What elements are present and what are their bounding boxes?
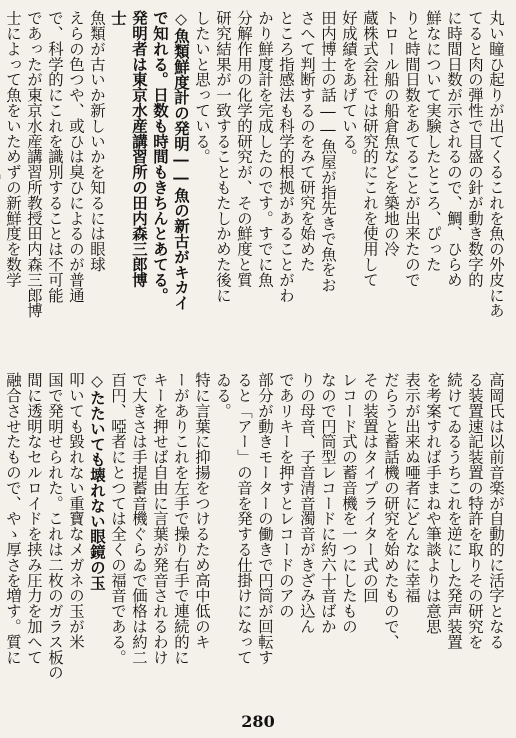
bottom-column: ゐる。 — [214, 372, 232, 419]
top-column: で知れる。日数も時間もきちんとあてる。 — [151, 10, 169, 303]
bottom-column: 特に言葉に抑揚をつけるため高中低のキ — [193, 372, 211, 650]
top-column: ◇魚類鮮度計の発明――魚の新古がキカイ — [172, 10, 190, 311]
bottom-column: キーを押せば自由に言葉が発音されるわけ — [151, 372, 169, 665]
top-column: 研究結果が一致することもたしかめた後に — [214, 10, 232, 303]
bottom-column: 高岡氏は以前音楽が自動的に活字となる — [487, 372, 505, 650]
bottom-column: 融合させたもので、やゝ厚さを増す。質に — [4, 372, 22, 665]
bottom-column: レコード式の蓄音機を一つにしたもの — [340, 372, 358, 634]
top-column: トロール船の船倉魚などを築地の冷 — [382, 10, 400, 257]
bottom-column: であリキーを押すとレコードのアの — [277, 372, 295, 619]
top-column: で、科学的にこれを識別することは不可能 — [46, 10, 64, 303]
bottom-column: 部分が動きモーターの働きで円筒が回転す — [256, 372, 274, 665]
bottom-column: る装置速記装置の特許を取りその研究を — [466, 372, 484, 650]
top-text-block — [4, 10, 506, 342]
top-column: であったが東京水産講習所教授田内森三郎博 — [25, 10, 43, 318]
bottom-column: ◇たたいても壊れない眼鏡の玉 — [88, 372, 106, 591]
bottom-column: 表示が出来ぬ唖者にどんなに幸福 — [403, 372, 421, 603]
bottom-column: なので円筒型レコードに約六十音ばか — [319, 372, 337, 634]
top-column: 好成績をあげている。 — [340, 10, 358, 164]
top-column: したいと思っている。 — [193, 10, 211, 164]
top-column: てると肉の弾性で目盛の針が動き数字的 — [466, 10, 484, 288]
bottom-column: その装置はタイプライター式の回 — [361, 372, 379, 603]
top-column: えらの色つや、或ひは臭ひによるのが普通 — [67, 10, 85, 303]
bottom-column: ると「アー」の音を発する仕掛けになって — [235, 372, 253, 665]
bottom-text-block — [4, 372, 506, 704]
bottom-column: ーがありこれを左手で操り右手で連続的に — [172, 372, 190, 665]
bottom-column: 国で発明せられた。これは二枚のガラス板の — [46, 372, 64, 680]
bottom-column: で大きさは手提蓄音機ぐらゐで価格は約二 — [130, 372, 148, 665]
top-column: 田内博士の話――魚屋が指先きで魚をお — [319, 10, 337, 293]
top-column: 発明者は東京水産講習所の田内森三郎博 — [130, 10, 148, 288]
bottom-column: りの母音、子音清音濁音がきざみ込ん — [298, 372, 316, 634]
top-column: 士によって魚をいためずの新鮮度を数学 — [4, 10, 22, 288]
bottom-column: を考案すれば手まねや筆談よりは意思 — [424, 372, 442, 634]
bottom-column: 続けてゐるうちこれを逆にした発声装置 — [445, 372, 463, 650]
top-column: に時間日数が示されるので、鯛、ひらめ — [445, 10, 463, 288]
top-column: 魚類が古いか新しいかを知るには眼球 — [88, 10, 106, 272]
top-column: かり鮮度計を完成したのです。すでに魚 — [256, 10, 274, 288]
top-column: ところ指感法も科学的根拠があることがわ — [277, 10, 295, 303]
top-column: 鮮なについて実験したところ、ぴった — [424, 10, 442, 272]
top-column: 士 — [109, 10, 127, 26]
bottom-column: 叩いても毀れない重寶なメガネの玉が米 — [67, 372, 85, 650]
bottom-column: だらうと蓄話機の研究を始めたもので、 — [382, 372, 400, 650]
top-column: 蔵株式会社では研究的にこれを使用して — [361, 10, 379, 288]
top-column: 分解作用の化学的研究が、その鮮度と質 — [235, 10, 253, 288]
top-column: りと時間日数をあてることが出来たので — [403, 10, 421, 288]
bottom-column: 百円、啞者にとつては全くの福音である。 — [109, 372, 127, 665]
top-column: さへて判断するのをみて研究を始めた — [298, 10, 316, 272]
top-column: 丸い瞳ひ起りが出てくるこれを魚の外皮にあ — [487, 10, 505, 318]
bottom-column: 間に透明なセルロイドを挟み圧力を加へて — [25, 372, 43, 665]
page-number: 280 — [241, 712, 275, 731]
